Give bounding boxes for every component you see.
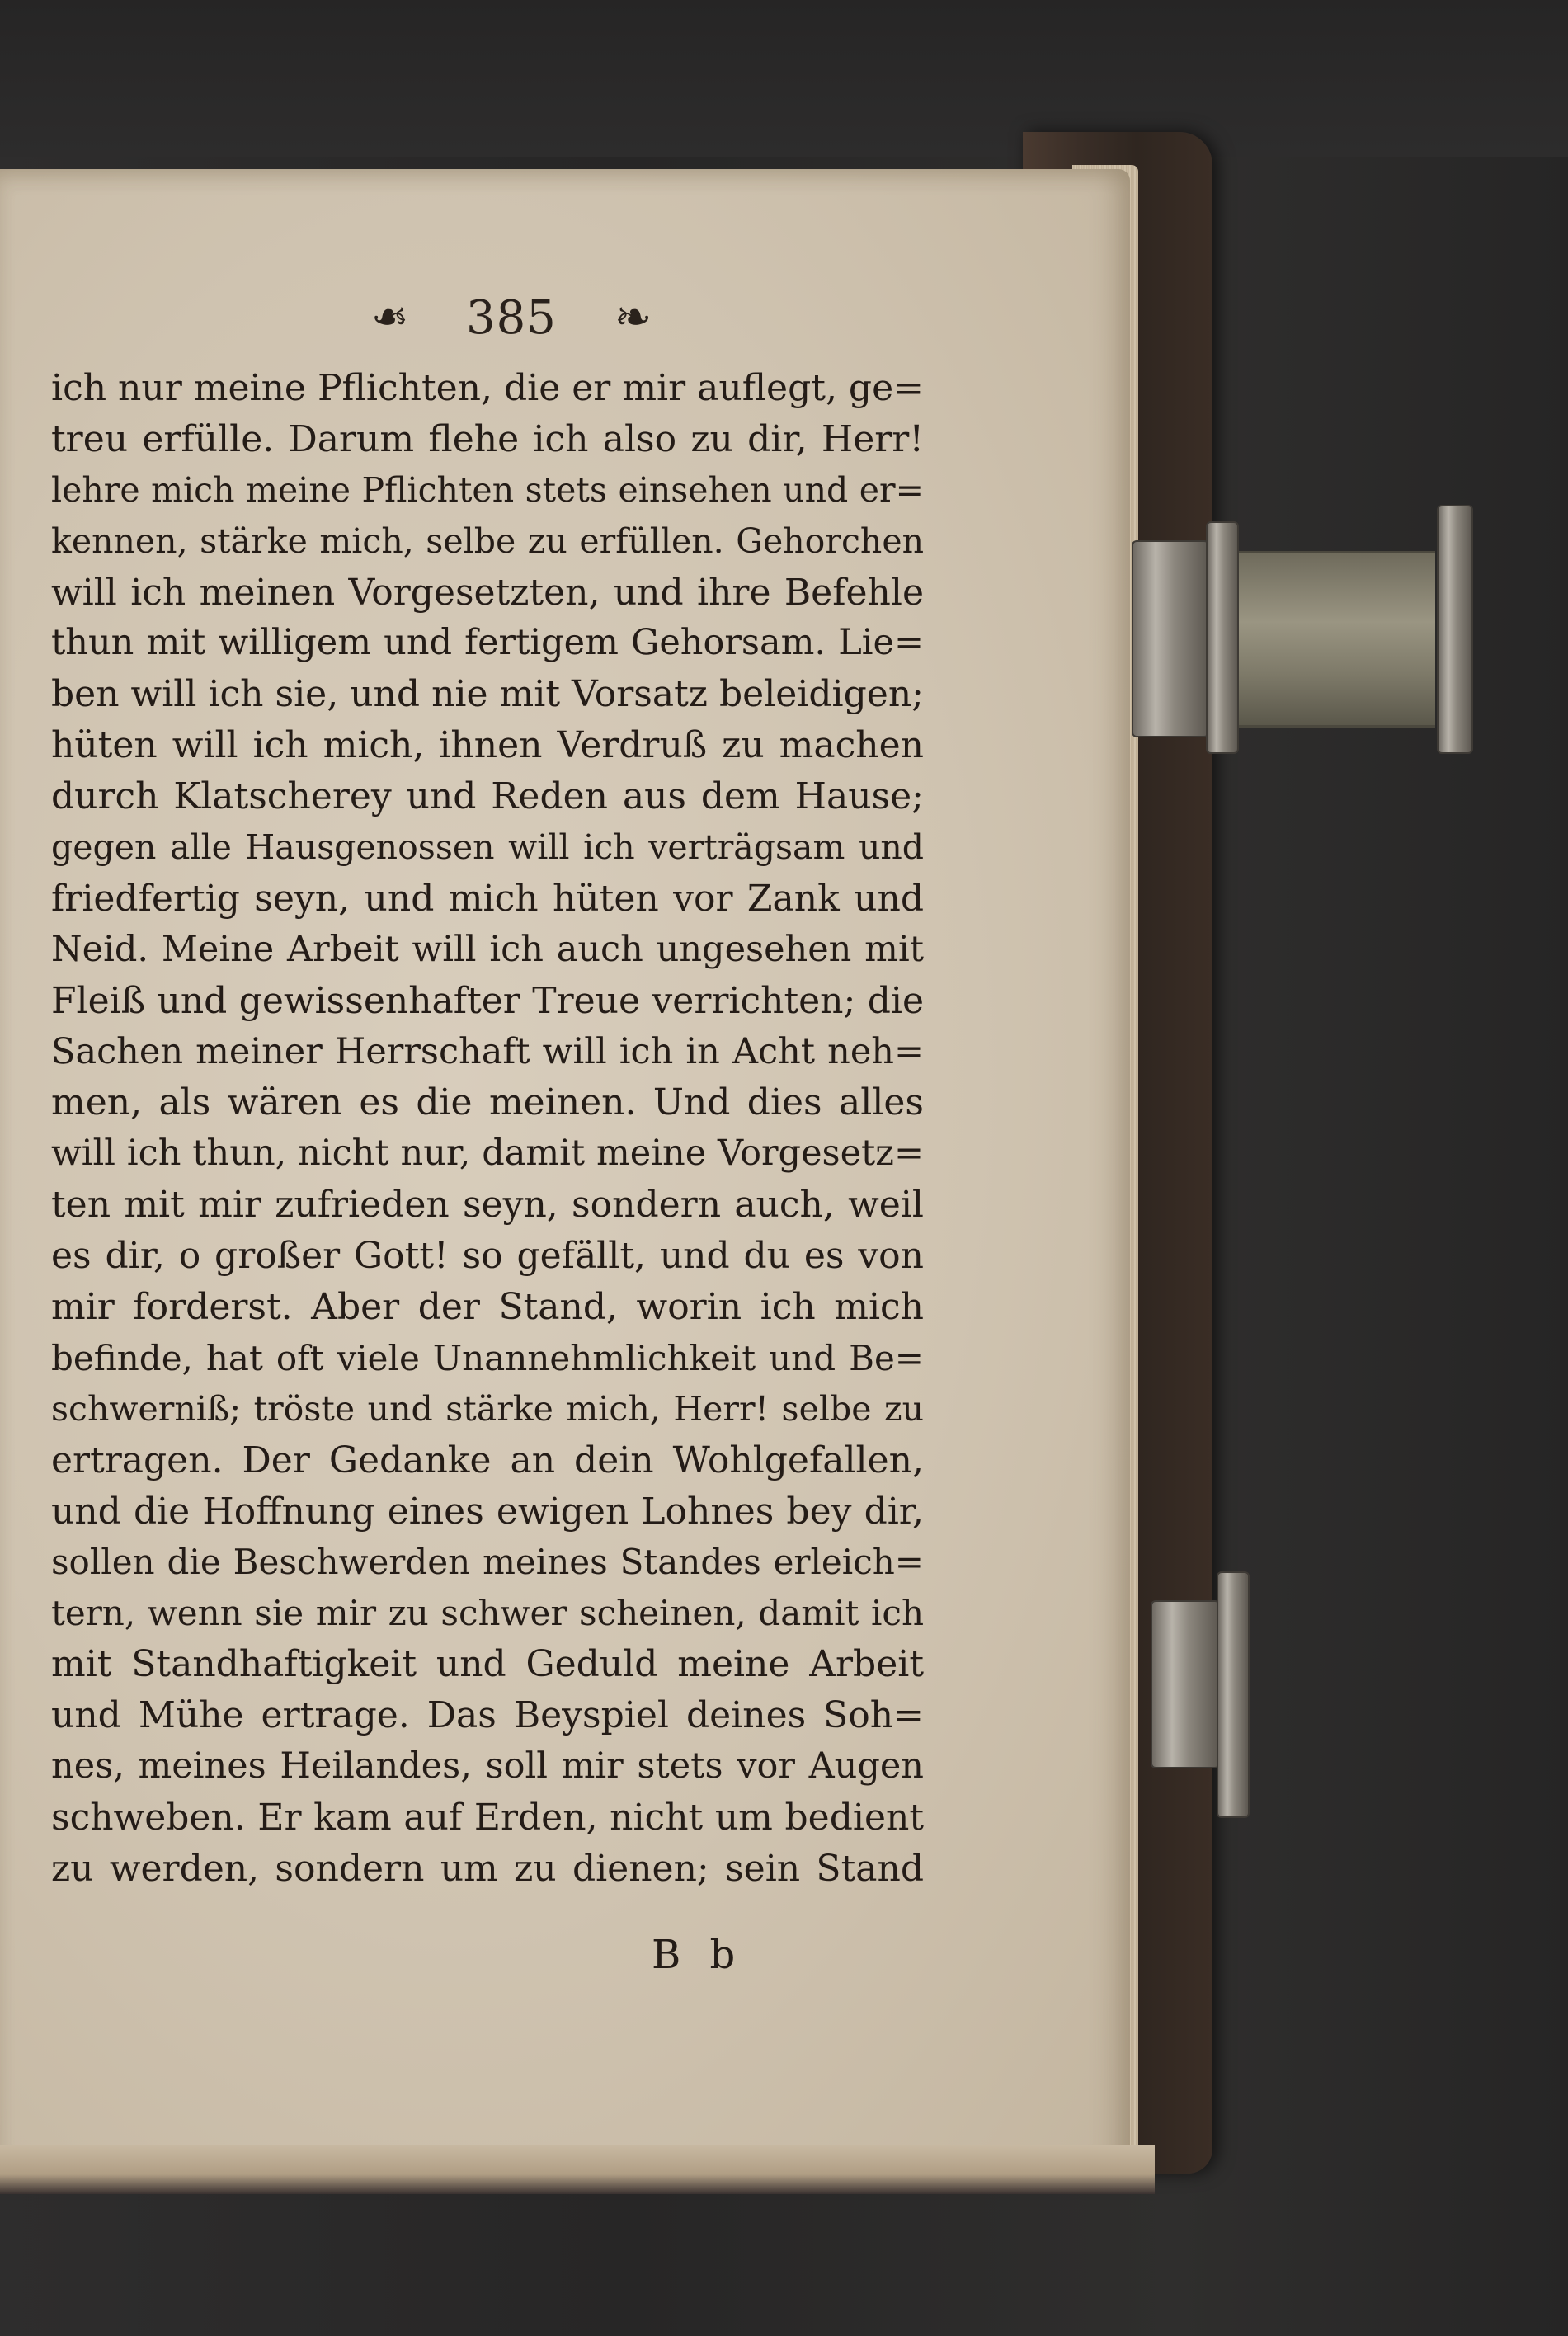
text-line: sollen die Beschwerden meines Standes erleich= — [51, 1542, 924, 1583]
text-line: tern, wenn sie mir zu schwer scheinen, damit ich — [51, 1593, 924, 1634]
right-ornament-icon: ❧ — [614, 291, 652, 343]
text-line: mir forderst. Aber der Stand, worin ich mich — [51, 1286, 924, 1329]
text-line: lehre mich meine Pflichten stets einsehen und er= — [51, 469, 924, 510]
body-text — [51, 363, 924, 1895]
text-line: nes, meines Heilandes, soll mir stets vor Augen — [51, 1745, 924, 1787]
page-header — [297, 285, 726, 351]
text-line: Sachen meiner Herrschaft will ich in Acht neh= — [51, 1030, 924, 1072]
text-line: ten mit mir zufrieden seyn, sondern auch, weil — [51, 1184, 924, 1227]
lower-clasp-pin — [1217, 1571, 1250, 1818]
text-line: mit Standhaftigkeit und Geduld meine Arbeit — [51, 1643, 924, 1686]
text-line: befinde, hat oft viele Unannehmlichkeit und Be= — [51, 1337, 924, 1378]
left-ornament-icon: ❧ — [370, 291, 409, 343]
page-bottom-edge — [0, 2145, 1155, 2194]
text-line: gegen alle Hausgenossen will ich verträgsam und — [51, 827, 924, 868]
text-line: ben will ich sie, und nie mit Vorsatz beleidigen; — [51, 673, 924, 716]
text-line: durch Klatscherey und Reden aus dem Hause; — [51, 775, 924, 818]
signature-mark: B b — [652, 1932, 744, 1978]
top-shadow — [0, 0, 1568, 157]
text-line: Fleiß und gewissenhafter Treue verrichten; die — [51, 979, 924, 1022]
lower-clasp-hinge — [1151, 1600, 1220, 1768]
text-line: ertragen. Der Gedanke an dein Wohlgefallen, — [51, 1439, 924, 1481]
text-line: will ich meinen Vorgesetzten, und ihre Befehle — [51, 571, 924, 614]
text-line: und Mühe ertrage. Das Beyspiel deines Soh= — [51, 1694, 924, 1737]
text-line: es dir, o großer Gott! so gefällt, und du es von — [51, 1235, 924, 1278]
text-line: kennen, stärke mich, selbe zu erfüllen. Gehorchen — [51, 520, 924, 561]
text-line: thun mit willigem und fertigem Gehorsam. Lie= — [51, 622, 924, 664]
text-line: hüten will ich mich, ihnen Verdruß zu machen — [51, 724, 924, 767]
text-line: men, als wären es die meinen. Und dies alles — [51, 1081, 924, 1124]
text-line: ich nur meine Pflichten, die er mir auflegt, ge= — [51, 367, 924, 409]
page-number: 385 — [466, 290, 557, 345]
text-line: treu erfülle. Darum flehe ich also zu dir, Herr! — [51, 417, 924, 460]
text-line: und die Hoffnung eines ewigen Lohnes bey dir, — [51, 1490, 924, 1533]
text-line: friedfertig seyn, und mich hüten vor Zank und — [51, 877, 924, 920]
upper-clasp-hinge — [1132, 540, 1209, 737]
upper-clasp-end — [1437, 505, 1473, 754]
text-line: schwerniß; tröste und stärke mich, Herr! selbe zu — [51, 1388, 924, 1429]
text-line: will ich thun, nicht nur, damit meine Vorgesetz= — [51, 1133, 924, 1175]
upper-clasp-pin — [1206, 521, 1239, 754]
text-line: zu werden, sondern um zu dienen; sein Stand — [51, 1847, 924, 1890]
text-line: Neid. Meine Arbeit will ich auch ungesehen mit — [51, 928, 924, 970]
text-line: schweben. Er kam auf Erden, nicht um bedient — [51, 1796, 924, 1839]
